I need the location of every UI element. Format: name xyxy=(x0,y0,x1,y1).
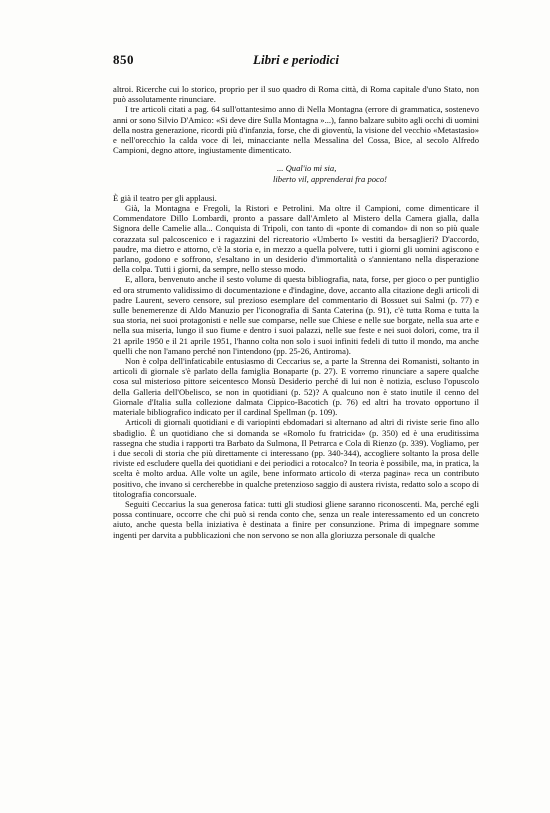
paragraph: Articoli di giornali quotidiani e di variopinti ebdomadari si alternano ad altri di riviste serie fino allo sbadiglio. È un quotidiano che si domanda se «Romolo fu fratricida» (p. 350) ed è una eruditissima rassegna che studia i rapporti tra Barbato da Sulmona, Il Petrarca e Cola di Rienzo (p. 339). Vogliamo, per i due secoli di storia che più direttamente ci interessano (pp. 340-344), accogliere soltanto la prosa delle riviste ed escludere quella dei quotidiani e dei periodici a rotocalco? In teoria è possibile, ma, in pratica, la scelta è molto ardua. Alle volte un agile, bene informato articolo di «terza pagina» reca un contributo positivo, che invano si cercherebbe in qualche pretenzioso saggio di austera rivista, redatto solo a scopo di titolografia concorsuale. xyxy=(113,417,479,499)
paragraph: È già il teatro per gli applausi. xyxy=(113,192,217,203)
running-title: Libri e periodici xyxy=(253,52,339,67)
page-header xyxy=(113,52,479,68)
quote-line: ... Qual'io mi sia, xyxy=(277,163,337,174)
paragraph: I tre articoli citati a pag. 64 sull'ottantesimo anno di Nella Montagna (errore di grammatica, sostenevo anni or sono Silvio D'Amico: «Si deve dire Sulla Montagna »...), fanno balzare subito agli occhi di uomini della nostra generazione, ricordi più d'infanzia, forse, che di gioventù, la visione del vecchio «Metastasio» e nell'orecchio la calda voce di lei, minacciante nella Messalina del Cossa, Bice, al secolo Alfredo Campioni, degno attore, ingiustamente dimenticato. xyxy=(113,104,480,156)
paragraph: Già, la Montagna e Fregoli, la Ristori e Petrolini. Ma oltre il Campioni, come dimenticare il Commendatore Dillo Lombardi, pronto a passare dall'Amleto al Mistero della Camera gialla, dalla Signora delle Camelie alla... Conquista di Tripoli, con tanto di «ponte di comando» di non so più quale corazzata sul palcoscenico e i ragazzini del ricreatorio «Umberto I» vestiti da bersaglieri? D'accordo, paudre, ma dietro e attorno, c'è la storia e, in mezzo a quella polvere, tutti i giorni gli uomini agiscono e parlano, godono e soffrono, s'esaltano in un desiderio d'immortalità o s'annientano nella disperazione della colpa. Tutti i giorni, da sempre, nello stesso modo. xyxy=(113,203,479,275)
verse-quote xyxy=(273,163,479,183)
paragraph: E, allora, benvenuto anche il sesto volume di questa bibliografia, nata, forse, per gioco o per puntiglio ed ora strumento validissimo di documentazione e d'indagine, dove, accanto alla citazione degli articoli di padre Laurent, severo censore, sul prezioso esemplare del commentario di Bossuet sui Salmi (p. 77) e sulle benemerenze di Aldo Manuzio per l'iconografia di Santa Caterina (p. 91), c'è tutta Roma e tutta la sua storia, nei suoi protagonisti e nelle sue comparse, nelle sue Chiese e nelle sue borgate, nella sua arte e nella sua miseria, lungo il suo fiume e dentro i suoi palazzi, nelle sue feste e nei suoi dolori, come, tra il 21 aprile 1950 e il 21 aprile 1951, l'hanno colta non solo i suoi infiniti fedeli di tutto il mondo, ma anche quelli che non l'amano perché non l'intendono (pp. 25-26, Antiroma). xyxy=(113,274,479,356)
paragraph: altroi. Ricerche cui lo storico, proprio per il suo quadro di Roma città, di Roma capitale d'uno Stato, non può assolutamente rinunciare. xyxy=(113,84,479,105)
quote-line: liberto vil, apprenderai fra poco! xyxy=(273,173,388,184)
paragraph: Seguiti Ceccarius la sua generosa fatica: tutti gli studiosi gliene saranno riconoscenti. Ma, perché egli possa continuare, occorre che chi può si renda conto che, senza un reale interessamento ed un concreto aiuto, anche questa bella iniziativa è destinata a finire per consunzione. Prima di impegnare somme ingenti per darvita a pubblicazioni che non servono se non alla gloriuzza personale di qualche xyxy=(113,498,479,540)
page-number: 850 xyxy=(113,52,134,67)
paragraph: Non è colpa dell'infaticabile entusiasmo di Ceccarius se, a parte la Strenna dei Romanisti, soltanto in articoli di giornale s'è parlato della famiglia Bonaparte (p. 27). E vorremo rinunciare a sapere qualche cosa sul misterioso pittore seicentesco Monsù Desiderio perché di lui non è notizia, escluso l'opuscolo della Galleria dell'Obelisco, se non in quotidiani (p. 52)? A qualcuno non è stato inutile il cenno del Giornale d'Italia sulla collezione dalmata Cippico-Bacotich (p. 76) ed altri ha trovato opportuno il materiale bibliografico indicato per il cardinal Spellman (p. 109). xyxy=(113,356,479,418)
page-body xyxy=(113,84,479,540)
